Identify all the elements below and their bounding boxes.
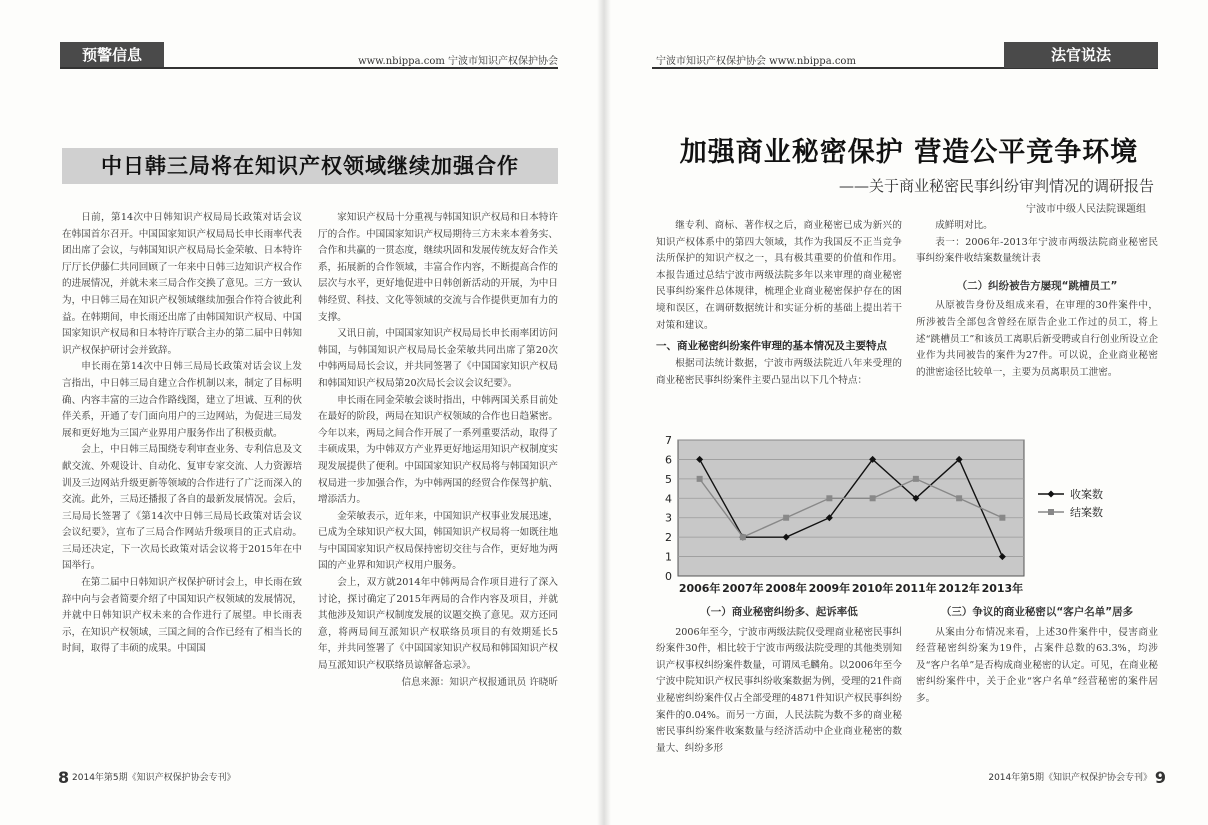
x-tick-label: 2009年 <box>808 582 851 595</box>
paragraph: 家知识产权局十分重视与韩国知识产权局和日本特许厅的合作。中国国家知识产权局期待三方未来本着务实、合作和共赢的一贯态度，继续巩固和发展传统友好合作关系，拓展新的合作领域，丰富合作内容，不断提高合作的层次与水平，更好地促进中日韩创新活动的开展，为中日韩经贸、科技、文化等领域的交流与合作提供更加有力的支撑。 <box>318 212 558 323</box>
case-count-chart <box>656 432 1158 602</box>
data-point <box>956 495 962 501</box>
y-tick-label: 7 <box>665 434 672 447</box>
x-tick-label: 2011年 <box>895 582 937 595</box>
section-tag: 预警信息 <box>60 42 164 68</box>
section-heading: 一、商业秘密纠纷案件审理的基本情况及主要特点 <box>656 340 887 353</box>
page-number: 9 <box>1154 768 1166 787</box>
page-footer <box>58 768 236 787</box>
legend-label: 结案数 <box>1070 506 1103 519</box>
y-tick-label: 4 <box>665 492 672 506</box>
subsection-heading: （一）商业秘密纠纷多、起诉率低 <box>700 606 858 618</box>
data-point <box>870 495 876 501</box>
header-rule <box>60 67 558 69</box>
right-page <box>604 0 1208 825</box>
legend-marker <box>1048 491 1055 498</box>
y-tick-label: 0 <box>665 570 672 583</box>
table-caption: 表一：2006年-2013年宁波市两级法院商业秘密民事纠纷案件收结案数量统计表 <box>916 236 1158 265</box>
article-title: 加强商业秘密保护 营造公平竞争环境 <box>679 137 1139 168</box>
y-tick-label: 5 <box>665 472 672 486</box>
y-tick-label: 1 <box>665 550 672 564</box>
data-point <box>783 515 789 521</box>
data-point <box>826 495 832 501</box>
footer-text: 2014年第5期《知识产权保护协会专刊》 <box>988 773 1152 783</box>
paragraph: 2006年至今，宁波市两级法院仅受理商业秘密民事纠纷案件30件，相比较于宁波市两级法院受理的其他类别知识产权事权纠纷案件数量，可谓凤毛麟角。以2006年至今宁波中院知识产权民事纠纷收案数据为例，受理的21件商业秘密纠纷案件仅占全部受理的4871件知识产权民事纠纷案件的0.04%。而另一方面，人民法院为数不多的商业秘密民事纠纷案件收案数量与经济活动中企业商业秘密的数量大、纠纷多形 <box>656 626 902 754</box>
article-column-1-bottom <box>656 604 902 757</box>
paragraph: 在第二届中日韩知识产权保护研讨会上，申长雨在致辞中向与会者简要介绍了中国知识产权领域的发展情况，并就中日韩知识产权未来的合作进行了展望。申长雨表示，在知识产权领域，三国之间的合作已经有了相当长的时间，取得了丰硕的成果。中国国 <box>62 577 302 655</box>
paragraph: 成鲜明对比。 <box>935 220 993 231</box>
data-point <box>999 515 1005 521</box>
paragraph: 申长雨在同金荣敏会谈时指出，中韩两国关系目前处在最好的阶段，两局在知识产权领域的合作也日趋紧密。今年以来，两局之间合作开展了一系列重要活动，取得了丰硕成果，为中韩双方产业界更好地运用知识产权制度实现发展提供了便利。中国国家知识产权局将与韩国知识产权局进一步加强合作，为中韩两国的经贸合作保驾护航、增添活力。 <box>318 394 558 506</box>
plot-area <box>678 440 1024 576</box>
data-point <box>697 476 703 482</box>
x-tick-label: 2008年 <box>765 582 807 595</box>
paragraph: 会上，中日韩三局围绕专利审查业务、专利信息及文献交流、外观设计、自动化、复审专家交流、人力资源培训及三边网站升级更新等领域的合作进行了广泛而深入的交流。此外，三局还播报了各自的最新发展情况。会后，三局局长签署了《第14次中日韩三局局长政策对话会议会议纪要》，宣布了三局合作网站升级项目的正式启动。三局还决定，下一次局长政策对话会议将于2015年在中国举行。 <box>62 444 302 572</box>
legend-label: 收案数 <box>1070 488 1103 501</box>
paragraph: 金荣敏表示，近年来，中国知识产权事业发展迅速，已成为全球知识产权大国，韩国知识产权局将一如既往地与中国国家知识产权局保持密切交往与合作，更好地为两国的产业界和知识产权用户服务。 <box>318 510 558 572</box>
page-footer <box>988 768 1166 787</box>
x-tick-label: 2010年 <box>851 582 894 595</box>
paragraph: 申长雨在第14次中日韩三局局长政策对话会议上发言指出，中日韩三局自建立合作机制以来，制定了目标明确、内容丰富的三边合作路线图，建立了坦诚、互利的伙伴关系，开通了专门面向用户的三边网站，为促进三局发展和更好地为三国产业界用户服务作出了积极贡献。 <box>62 361 302 439</box>
section-tag: 法官说法 <box>1004 42 1158 68</box>
paragraph: 会上，双方就2014年中韩两局合作项目进行了深入讨论，探讨确定了2015年两局的合作内容及项目，并就其他涉及知识产权制度发展的议题交换了意见。双方还同意，将两局间互派知识产权联络员项目的有效期延长5年，并共同签署了《中国国家知识产权局和韩国知识产权局互派知识产权联络员谅解备忘录》。 <box>318 577 558 672</box>
paragraph: 从案由分布情况来看，上述30件案件中，侵害商业经营秘密纠纷案为19件，占案件总数的63.3%，均涉及“客户名单”是否构成商业秘密的认定。可见，在商业秘密纠纷案件中，关于企业“客户名单”经营秘密的案件居多。 <box>916 626 1158 704</box>
spine-shadow <box>597 0 611 825</box>
x-tick-label: 2013年 <box>981 582 1024 595</box>
page-number: 8 <box>58 768 70 787</box>
x-tick-label: 2012年 <box>938 582 980 595</box>
paragraph: 从原被告身份及组成来看，在审理的30件案件中，所涉被告全部包含曾经在原告企业工作过的员工，将上述“跳槽员工”和该员工离职后新受聘或自行创业所设立企业作为共同被告的案件为27件。可以说，企业商业秘密的泄密途径比较单一，主要为员离职员工泄密。 <box>916 300 1158 378</box>
source-credit: 信息来源：知识产权报通讯员 许晓昕 <box>401 676 558 688</box>
paragraph: 又讯日前，中国国家知识产权局局长申长雨率团访问韩国，与韩国知识产权局局长金荣敏共同出席了第20次中韩两局局长会议，并共同签署了《中国国家知识产权局和韩国知识产权局第20次局长会议会议纪要》。 <box>318 328 558 389</box>
article-column-2-top <box>916 218 1158 381</box>
line-chart <box>656 432 1158 602</box>
legend-marker <box>1048 509 1054 515</box>
article-column-1 <box>62 210 302 658</box>
paragraph: 日前，第14次中日韩知识产权局局长政策对话会议在韩国首尔召开。中国国家知识产权局局长申长雨率代表团出席了会议，与韩国知识产权局局长金荣敏、日本特许厅厅长伊藤仁共同回顾了一年来中日韩三边知识产权合作的进展情况，并就未来三局合作交换了意见。三方一致认为，中日韩三局在知识产权领域继续加强合作符合彼此利益。在韩期间，申长雨还出席了由韩国知识产权局、中国国家知识产权局和日本特许厅联合主办的第二届中日韩知识产权保护研讨会并致辞。 <box>62 212 302 356</box>
footer-text: 2014年第5期《知识产权保护协会专刊》 <box>72 773 236 783</box>
y-tick-label: 6 <box>665 453 672 467</box>
byline: 宁波市中级人民法院课题组 <box>1026 204 1146 215</box>
subsection-heading: （三）争议的商业秘密以“客户名单”居多 <box>940 606 1134 618</box>
header-site: www.nbippa.com 宁波市知识产权保护协会 <box>358 56 558 67</box>
article-column-2-bottom <box>916 604 1158 708</box>
data-point <box>913 476 919 482</box>
x-tick-label: 2006年 <box>678 582 721 595</box>
article-column-1-top <box>656 218 902 389</box>
x-tick-label: 2007年 <box>722 582 764 595</box>
subsection-heading: （二）纠纷被告方屡现“跳槽员工” <box>956 279 1118 292</box>
y-tick-label: 3 <box>665 511 672 525</box>
article-column-2 <box>318 210 558 691</box>
header-site: 宁波市知识产权保护协会 www.nbippa.com <box>656 56 856 67</box>
article-title: 中日韩三局将在知识产权领域继续加强合作 <box>62 148 558 184</box>
paragraph: 继专利、商标、著作权之后，商业秘密已成为新兴的知识产权体系中的第四大领域，其作为我国反不正当竞争法所保护的知识产权之一，具有极其重要的价值和作用。本报告通过总结宁波市两级法院多年以来审理的商业秘密民事纠纷案件总体规律，梳理企业商业秘密保护存在的困境和误区，在调研数据统计和实证分析的基础上提出若干对策和建议。 <box>656 220 902 331</box>
y-tick-label: 2 <box>665 531 672 545</box>
paragraph: 根据司法统计数据，宁波市两级法院近八年来受理的商业秘密民事纠纷案件主要凸显出以下几个特点： <box>656 358 902 386</box>
data-point <box>740 534 746 540</box>
article-subtitle: ——关于商业秘密民事纠纷审判情况的调研报告 <box>838 177 1154 195</box>
